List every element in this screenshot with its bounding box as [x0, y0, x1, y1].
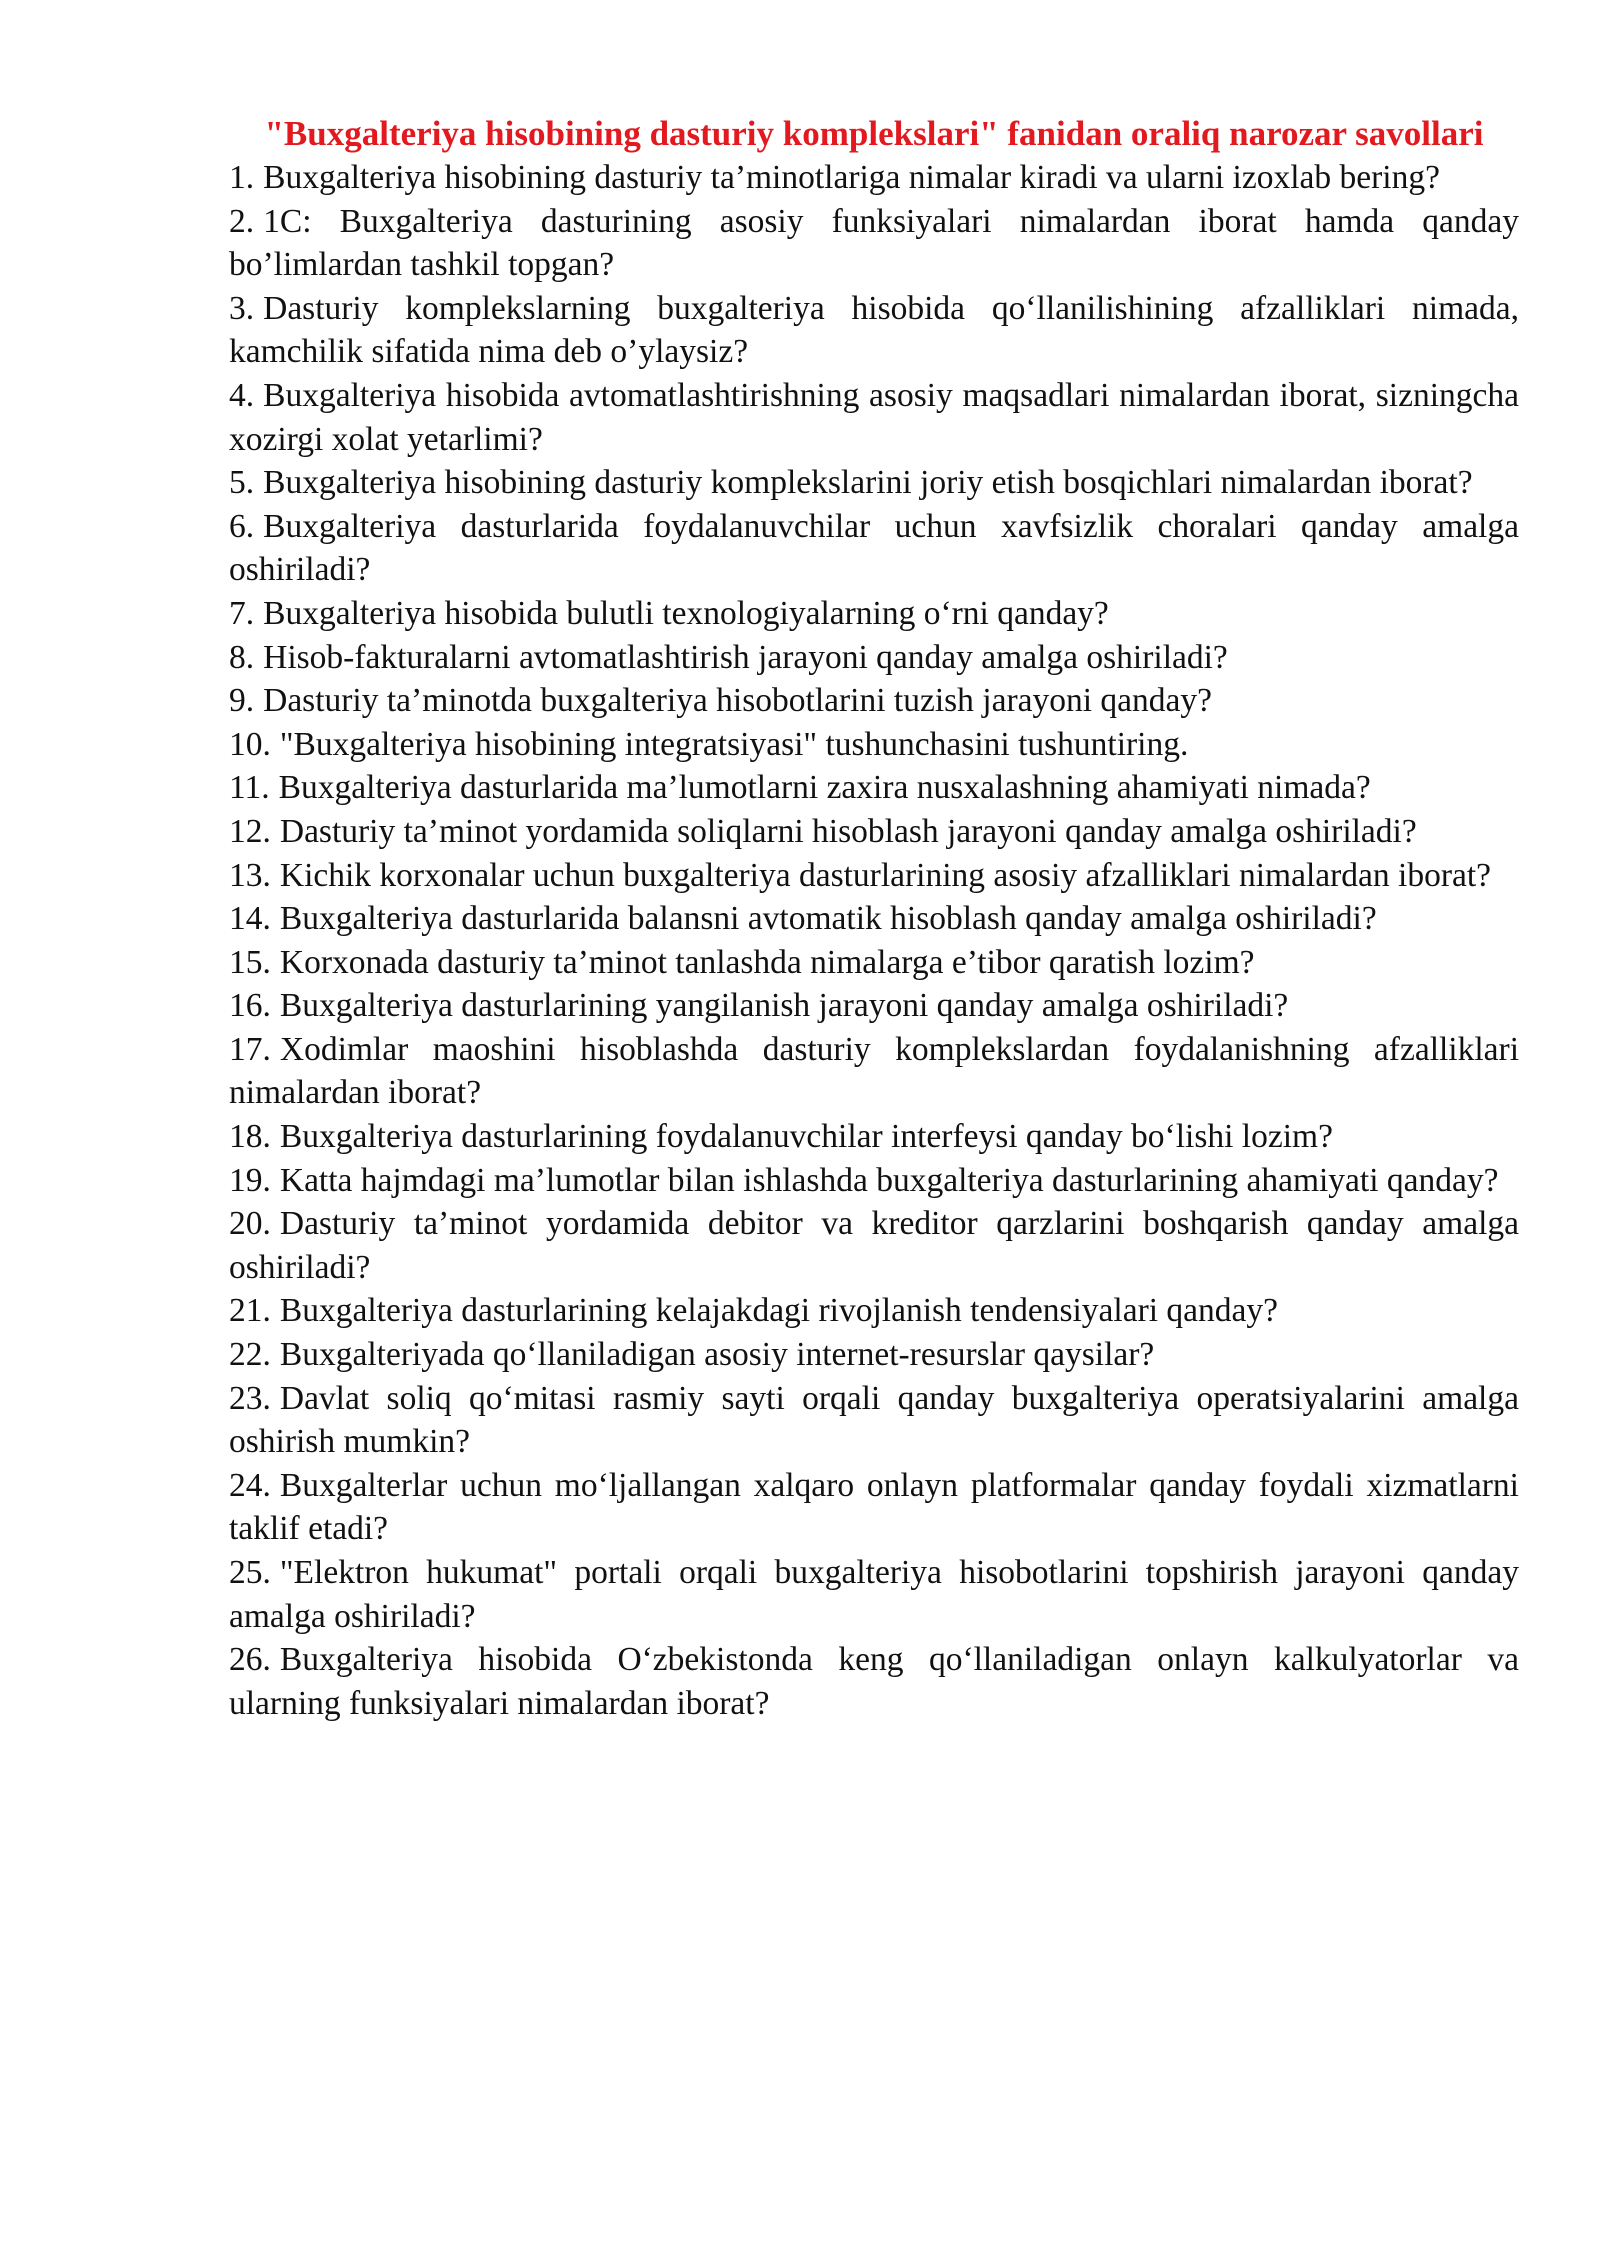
question-text: Dasturiy komplekslarning buxgalteriya hisobida qo‘llanilishining afzalliklari nimada, kamchilik sifatida nima deb o’ylaysiz? — [229, 289, 1519, 371]
question-number: 25. — [229, 1554, 271, 1591]
question-number: 11. — [229, 769, 270, 807]
question-item — [229, 1551, 1519, 1638]
question-number: 9. — [229, 682, 255, 720]
question-number: 3. — [229, 289, 255, 327]
question-number: 14. — [229, 900, 271, 938]
document-title: "Buxgalteriya hisobining dasturiy komplekslari" fanidan oraliq narozar savollari — [264, 114, 1484, 153]
question-item — [229, 679, 1519, 723]
question-number: 23. — [229, 1379, 271, 1417]
question-number: 17. — [229, 1030, 271, 1068]
question-text: Hisob-fakturalarni avtomatlashtirish jarayoni qanday amalga oshiriladi? — [263, 638, 1228, 676]
question-text: Buxgalteriya dasturlarining foydalanuvchilar interfeysi qanday bo‘lishi lozim? — [279, 1118, 1333, 1156]
question-number: 22. — [229, 1336, 271, 1374]
question-text: Buxgalteriya dasturlarining kelajakdagi rivojlanish tendensiyalari qanday? — [279, 1292, 1279, 1330]
question-number: 1. — [229, 159, 255, 196]
question-item — [229, 505, 1519, 592]
question-item — [229, 766, 1519, 810]
question-number: 7. — [229, 594, 255, 632]
question-text: "Elektron hukumat" portali orqali buxgalteriya hisobotlarini topshirish jarayoni qanday amalga oshiriladi? — [229, 1554, 1519, 1635]
question-item — [229, 810, 1519, 854]
question-text: Buxgalteriya hisobida O‘zbekistonda keng qo‘llaniladigan onlayn kalkulyatorlar va ularning funksiyalari nimalardan iborat? — [229, 1641, 1519, 1722]
question-item — [229, 854, 1519, 898]
question-number: 8. — [229, 638, 255, 676]
question-number: 21. — [229, 1292, 271, 1330]
question-item — [229, 1028, 1519, 1115]
question-text: Buxgalteriya dasturlarida foydalanuvchilar uchun xavfsizlik choralari qanday amalga oshiriladi? — [229, 507, 1519, 589]
question-text: Kichik korxonalar uchun buxgalteriya dasturlarining asosiy afzalliklari nimalardan iborat? — [279, 856, 1492, 894]
question-item — [229, 1464, 1519, 1551]
question-text: Davlat soliq qo‘mitasi rasmiy sayti orqali qanday buxgalteriya operatsiyalarini amalga oshirish mumkin? — [229, 1379, 1519, 1461]
question-number: 16. — [229, 987, 271, 1025]
question-item — [229, 461, 1519, 505]
question-text: Buxgalteriya hisobining dasturiy komplekslarini joriy etish bosqichlari nimalardan iborat? — [263, 464, 1473, 502]
question-number: 20. — [229, 1205, 271, 1243]
question-text: Buxgalteriya hisobida bulutli texnologiyalarning o‘rni qanday? — [263, 594, 1109, 632]
question-text: Dasturiy ta’minot yordamida debitor va kreditor qarzlarini boshqarish qanday amalga oshiriladi? — [229, 1205, 1519, 1286]
question-text: Xodimlar maoshini hisoblashda dasturiy komplekslardan foydalanishning afzalliklari nimalardan iborat? — [229, 1030, 1519, 1112]
question-text: Katta hajmdagi ma’lumotlar bilan ishlashda buxgalteriya dasturlarining ahamiyati qanday? — [279, 1161, 1499, 1199]
question-item — [229, 941, 1519, 985]
question-item — [229, 723, 1519, 767]
question-item — [229, 1289, 1519, 1333]
question-item — [229, 1115, 1519, 1159]
question-number: 19. — [229, 1161, 271, 1199]
question-item — [229, 1377, 1519, 1464]
question-item — [229, 897, 1519, 941]
question-number: 26. — [229, 1641, 271, 1679]
question-number: 13. — [229, 856, 271, 894]
question-list — [229, 156, 1519, 1725]
question-text: Buxgalterlar uchun mo‘ljallangan xalqaro onlayn platformalar qanday foydali xizmatlarni taklif etadi? — [229, 1466, 1519, 1548]
question-text: Buxgalteriya hisobining dasturiy ta’minotlariga nimalar kiradi va ularni izoxlab bering? — [263, 159, 1440, 196]
question-text: 1C: Buxgalteriya dasturining asosiy funksiyalari nimalardan iborat hamda qanday bo’limlardan tashkil topgan? — [229, 202, 1519, 284]
question-item — [229, 374, 1519, 461]
question-item — [229, 1159, 1519, 1203]
question-number: 24. — [229, 1466, 271, 1504]
question-item — [229, 1202, 1519, 1289]
question-text: Dasturiy ta’minot yordamida soliqlarni hisoblash jarayoni qanday amalga oshiriladi? — [279, 812, 1417, 850]
question-item — [229, 1333, 1519, 1377]
question-item — [229, 287, 1519, 374]
document-page — [229, 112, 1519, 1725]
question-text: Buxgalteriya dasturlarida balansni avtomatik hisoblash qanday amalga oshiriladi? — [279, 900, 1377, 938]
question-number: 18. — [229, 1118, 271, 1156]
question-text: Buxgalteriyada qo‘llaniladigan asosiy internet-resurslar qaysilar? — [279, 1336, 1155, 1374]
question-item — [229, 636, 1519, 680]
question-item — [229, 984, 1519, 1028]
question-number: 2. — [229, 202, 255, 240]
question-number: 6. — [229, 507, 255, 545]
question-text: Korxonada dasturiy ta’minot tanlashda nimalarga e’tibor qaratish lozim? — [279, 943, 1255, 981]
question-item — [229, 592, 1519, 636]
question-text: Dasturiy ta’minotda buxgalteriya hisobotlarini tuzish jarayoni qanday? — [263, 682, 1213, 720]
question-number: 15. — [229, 943, 271, 981]
question-text: Buxgalteriya hisobida avtomatlashtirishning asosiy maqsadlari nimalardan iborat, sizningcha xozirgi xolat yetarlimi? — [229, 376, 1519, 458]
question-item — [229, 200, 1519, 287]
question-number: 5. — [229, 464, 255, 502]
question-item — [229, 156, 1519, 200]
question-number: 12. — [229, 812, 271, 850]
question-item — [229, 1638, 1519, 1725]
question-text: "Buxgalteriya hisobining integratsiyasi" tushunchasini tushuntiring. — [279, 725, 1189, 763]
question-number: 10. — [229, 725, 271, 763]
question-number: 4. — [229, 376, 255, 414]
question-text: Buxgalteriya dasturlarining yangilanish jarayoni qanday amalga oshiriladi? — [279, 987, 1289, 1025]
question-text: Buxgalteriya dasturlarida ma’lumotlarni zaxira nusxalashning ahamiyati nimada? — [278, 769, 1371, 807]
